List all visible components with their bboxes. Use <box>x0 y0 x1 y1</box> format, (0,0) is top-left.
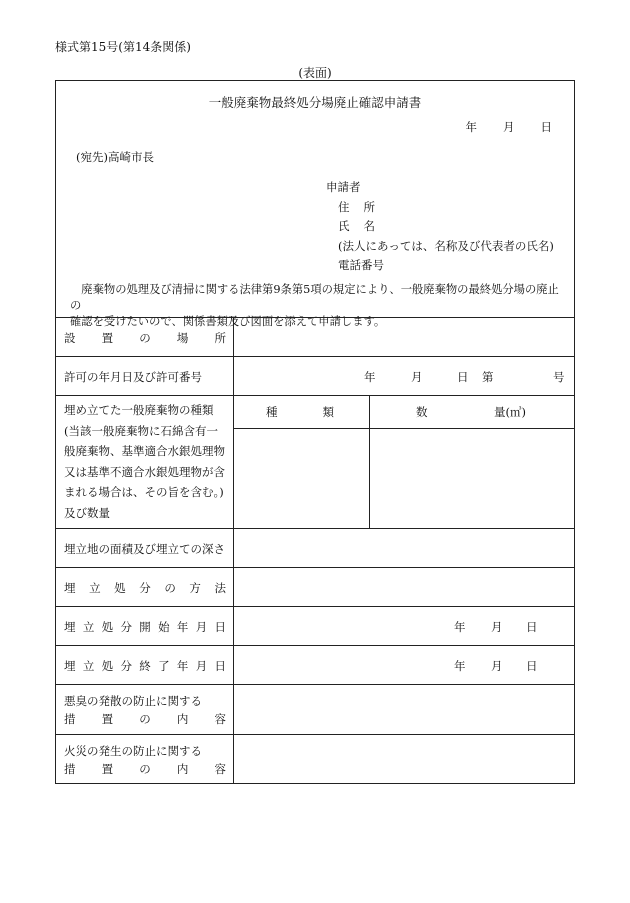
applicant-block <box>326 178 554 276</box>
waste-type-label: 埋め立てた一般廃棄物の種類 (当該一般廃棄物に石綿含有一 般廃棄物、基準適合水銀処理物 又は基準不適合水銀処理物が含 まれる場合は、その旨を含む。) 及び数量 <box>64 403 225 520</box>
permit-number-suffix: 号 <box>553 370 565 384</box>
address-char: 所 <box>363 199 375 214</box>
permit-month-label: 月 <box>411 370 423 384</box>
permit-label: 許可の年月日及び許可番号 <box>64 370 202 384</box>
type-column-header: 種 類 <box>266 405 334 419</box>
year-label: 年 <box>465 120 477 134</box>
applicant-phone-field[interactable]: 電話番号 <box>338 258 384 272</box>
day-label: 日 <box>540 120 552 134</box>
odor-measures-label: 悪臭の発散の防止に関する 措 置 の 内 容 <box>64 694 226 726</box>
fire-measures-label: 火災の発生の防止に関する 措 置 の 内 容 <box>64 744 226 776</box>
month-label: 月 <box>503 120 515 134</box>
start-date-label: 埋 立 処 分 開 始 年 月 日 <box>64 620 226 634</box>
divider <box>56 395 574 396</box>
end-year-label: 年 <box>454 659 466 673</box>
corporation-note: (法人にあっては、名称及び代表者の氏名) <box>338 238 554 253</box>
waste-type-field[interactable] <box>234 429 368 528</box>
end-day-label: 日 <box>526 659 538 673</box>
disposal-method-label: 埋 立 処 分 の 方 法 <box>64 581 226 595</box>
addressee: (宛先)高崎市長 <box>76 150 154 164</box>
fire-measures-field[interactable] <box>234 735 575 783</box>
permit-field[interactable] <box>234 357 575 395</box>
address-char: 住 <box>338 199 350 214</box>
statement-line: 廃棄物の処理及び清掃に関する法律第9条第5項の規定により、一般廃棄物の最終処分場の廃止の <box>70 283 559 312</box>
form-title: 一般廃棄物最終処分場廃止確認申請書 <box>208 95 422 110</box>
face-label: (表面) <box>298 66 332 80</box>
applicant-heading: 申請者 <box>326 180 361 194</box>
permit-year-label: 年 <box>364 370 376 384</box>
permit-day-label: 日 <box>457 370 469 384</box>
end-date-field[interactable] <box>234 646 575 684</box>
end-month-label: 月 <box>491 659 503 673</box>
disposal-method-field[interactable] <box>234 568 575 606</box>
form-number: 様式第15号(第14条関係) <box>55 40 191 54</box>
waste-quantity-field[interactable] <box>370 429 575 528</box>
area-depth-field[interactable] <box>234 529 575 567</box>
permit-number-prefix: 第 <box>482 370 494 384</box>
name-char: 名 <box>363 219 375 233</box>
quantity-column-header: 数 量(㎥) <box>416 405 526 419</box>
start-date-field[interactable] <box>234 607 575 645</box>
start-day-label: 日 <box>526 620 538 634</box>
applicant-address-field[interactable] <box>326 198 554 218</box>
applicant-name-field[interactable] <box>326 217 554 237</box>
start-month-label: 月 <box>491 620 503 634</box>
application-form <box>55 80 575 784</box>
location-field[interactable] <box>234 318 575 356</box>
end-date-label: 埋 立 処 分 終 了 年 月 日 <box>64 659 226 673</box>
odor-measures-field[interactable] <box>234 685 575 734</box>
area-depth-label: 埋立地の面積及び埋立ての深さ <box>64 542 225 556</box>
statement-line: 確認を受けたいので、関係書類及び図面を添えて申請します。 <box>70 315 386 328</box>
location-label: 設 置 の 場 所 <box>64 331 226 345</box>
name-char: 氏 <box>338 219 350 233</box>
application-date[interactable] <box>440 119 553 135</box>
start-year-label: 年 <box>454 620 466 634</box>
